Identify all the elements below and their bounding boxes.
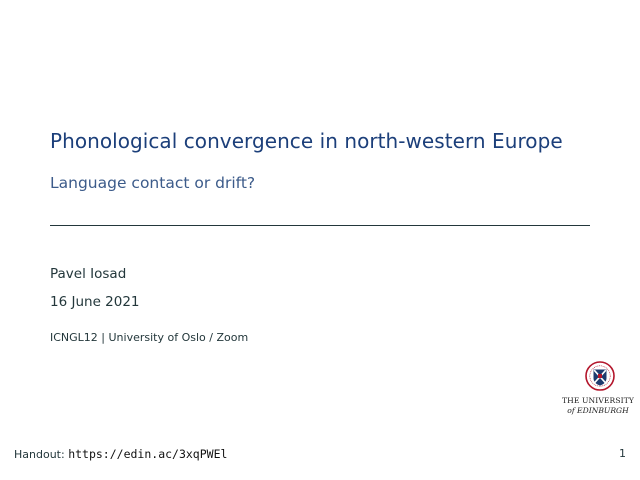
presentation-date: 16 June 2021: [50, 294, 140, 310]
title-divider: [50, 225, 590, 226]
university-wordmark: [560, 396, 636, 416]
handout-footer: [14, 447, 227, 461]
slide-title: Phonological convergence in north-western Europe: [50, 129, 563, 153]
handout-link[interactable]: https://edin.ac/3xqPWEl: [68, 447, 228, 461]
university-wordmark-line1: THE UNIVERSITY: [561, 396, 635, 405]
slide-subtitle: Language contact or drift?: [50, 174, 256, 192]
university-logo: [560, 360, 636, 420]
author-name: Pavel Iosad: [50, 266, 127, 282]
handout-label: Handout:: [14, 448, 65, 461]
university-seal-icon: [585, 361, 615, 391]
university-wordmark-line2: of EDINBURGH: [567, 406, 629, 415]
institute-line: ICNGL12 | University of Oslo / Zoom: [50, 331, 249, 344]
page-number: 1: [619, 447, 626, 460]
